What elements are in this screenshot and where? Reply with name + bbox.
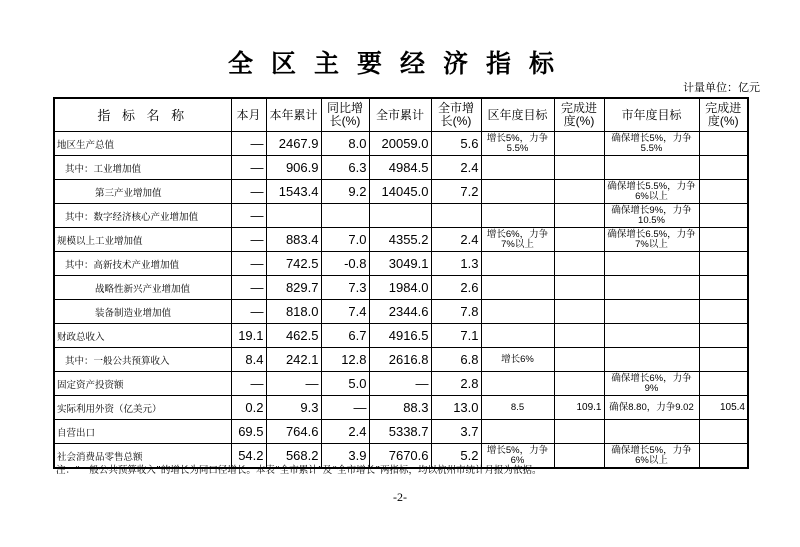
cell-progress bbox=[554, 132, 604, 156]
cell-city-progress: 105.4 bbox=[699, 396, 748, 420]
cell-yoy: 7.4 bbox=[321, 300, 369, 324]
cell-city-target: 确保增长6.5%，力争7%以上 bbox=[604, 228, 699, 252]
cell-district-target bbox=[481, 156, 554, 180]
header-district-target: 区年度目标 bbox=[481, 98, 554, 132]
cell-city-target bbox=[604, 252, 699, 276]
header-progress: 完成进度(%) bbox=[554, 98, 604, 132]
cell-city-progress bbox=[699, 228, 748, 252]
cell-ytd: 9.3 bbox=[266, 396, 321, 420]
cell-progress bbox=[554, 372, 604, 396]
cell-city-target bbox=[604, 420, 699, 444]
cell-city-growth: 7.1 bbox=[431, 324, 481, 348]
cell-district-target: 增长6%，力争7%以上 bbox=[481, 228, 554, 252]
cell-ytd: 906.9 bbox=[266, 156, 321, 180]
cell-city-target: 确保增长6%，力争9% bbox=[604, 372, 699, 396]
cell-city-target: 确保8.80，力争9.02 bbox=[604, 396, 699, 420]
cell-city-growth: 2.4 bbox=[431, 156, 481, 180]
cell-yoy: 12.8 bbox=[321, 348, 369, 372]
cell-progress bbox=[554, 444, 604, 469]
cell-progress bbox=[554, 300, 604, 324]
cell-ytd: 1543.4 bbox=[266, 180, 321, 204]
table-row bbox=[54, 252, 748, 276]
header-row bbox=[54, 98, 748, 132]
cell-city-target: 确保增长9%，力争10.5% bbox=[604, 204, 699, 228]
cell-city-progress bbox=[699, 252, 748, 276]
cell-district-target bbox=[481, 324, 554, 348]
cell-ytd: 883.4 bbox=[266, 228, 321, 252]
cell-yoy: — bbox=[321, 396, 369, 420]
cell-district-target bbox=[481, 180, 554, 204]
cell-name: 规模以上工业增加值 bbox=[54, 228, 231, 252]
cell-district-target bbox=[481, 276, 554, 300]
cell-name: 其中：工业增加值 bbox=[54, 156, 231, 180]
cell-city-progress bbox=[699, 156, 748, 180]
cell-progress bbox=[554, 348, 604, 372]
cell-month: — bbox=[231, 300, 266, 324]
cell-city-progress bbox=[699, 348, 748, 372]
cell-name: 财政总收入 bbox=[54, 324, 231, 348]
cell-city-growth: 5.6 bbox=[431, 132, 481, 156]
cell-month: 8.4 bbox=[231, 348, 266, 372]
cell-name: 固定资产投资额 bbox=[54, 372, 231, 396]
cell-name: 其中：一般公共预算收入 bbox=[54, 348, 231, 372]
cell-city-ytd: 1984.0 bbox=[369, 276, 431, 300]
cell-ytd: 462.5 bbox=[266, 324, 321, 348]
cell-ytd: 742.5 bbox=[266, 252, 321, 276]
cell-district-target bbox=[481, 300, 554, 324]
cell-name: 实际利用外资（亿美元） bbox=[54, 396, 231, 420]
cell-city-growth: 5.2 bbox=[431, 444, 481, 469]
cell-city-progress bbox=[699, 420, 748, 444]
cell-ytd: 818.0 bbox=[266, 300, 321, 324]
cell-city-growth: 7.8 bbox=[431, 300, 481, 324]
cell-city-growth: 13.0 bbox=[431, 396, 481, 420]
cell-city-ytd: 2616.8 bbox=[369, 348, 431, 372]
cell-month: — bbox=[231, 276, 266, 300]
page-number: -2- bbox=[393, 490, 407, 504]
cell-yoy bbox=[321, 204, 369, 228]
header-city-target: 市年度目标 bbox=[604, 98, 699, 132]
cell-yoy: 3.9 bbox=[321, 444, 369, 469]
cell-city-progress bbox=[699, 444, 748, 469]
cell-district-target: 增长5%，力争6% bbox=[481, 444, 554, 469]
cell-city-growth: 7.2 bbox=[431, 180, 481, 204]
cell-ytd: — bbox=[266, 372, 321, 396]
cell-name: 地区生产总值 bbox=[54, 132, 231, 156]
cell-name: 社会消费品零售总额 bbox=[54, 444, 231, 469]
cell-month: — bbox=[231, 372, 266, 396]
cell-city-ytd: — bbox=[369, 372, 431, 396]
cell-city-target: 确保增长5%，力争6%以上 bbox=[604, 444, 699, 469]
cell-progress bbox=[554, 276, 604, 300]
table-row bbox=[54, 204, 748, 228]
table-row bbox=[54, 300, 748, 324]
table-row bbox=[54, 324, 748, 348]
cell-yoy: -0.8 bbox=[321, 252, 369, 276]
cell-progress: 109.1 bbox=[554, 396, 604, 420]
cell-city-target bbox=[604, 300, 699, 324]
cell-name: 第三产业增加值 bbox=[54, 180, 231, 204]
cell-city-growth bbox=[431, 204, 481, 228]
cell-city-ytd: 4355.2 bbox=[369, 228, 431, 252]
cell-city-ytd: 20059.0 bbox=[369, 132, 431, 156]
cell-progress bbox=[554, 228, 604, 252]
table-row bbox=[54, 180, 748, 204]
cell-ytd: 2467.9 bbox=[266, 132, 321, 156]
cell-district-target bbox=[481, 204, 554, 228]
cell-city-ytd: 14045.0 bbox=[369, 180, 431, 204]
table-row bbox=[54, 348, 748, 372]
cell-city-growth: 2.6 bbox=[431, 276, 481, 300]
page-title: 全区主要经济指标 bbox=[227, 49, 572, 78]
table-row bbox=[54, 396, 748, 420]
cell-city-growth: 3.7 bbox=[431, 420, 481, 444]
cell-city-progress bbox=[699, 276, 748, 300]
cell-city-growth: 2.8 bbox=[431, 372, 481, 396]
cell-city-growth: 2.4 bbox=[431, 228, 481, 252]
cell-month: — bbox=[231, 252, 266, 276]
cell-name: 战略性新兴产业增加值 bbox=[54, 276, 231, 300]
cell-ytd: 568.2 bbox=[266, 444, 321, 469]
cell-city-growth: 1.3 bbox=[431, 252, 481, 276]
cell-city-target bbox=[604, 324, 699, 348]
cell-yoy: 8.0 bbox=[321, 132, 369, 156]
cell-city-progress bbox=[699, 132, 748, 156]
table-row bbox=[54, 372, 748, 396]
cell-district-target: 增长5%，力争5.5% bbox=[481, 132, 554, 156]
cell-district-target: 8.5 bbox=[481, 396, 554, 420]
cell-city-ytd: 5338.7 bbox=[369, 420, 431, 444]
cell-ytd: 829.7 bbox=[266, 276, 321, 300]
cell-city-progress bbox=[699, 300, 748, 324]
table-row bbox=[54, 132, 748, 156]
cell-month: — bbox=[231, 204, 266, 228]
cell-district-target: 增长6% bbox=[481, 348, 554, 372]
cell-district-target bbox=[481, 420, 554, 444]
cell-district-target bbox=[481, 372, 554, 396]
cell-city-target: 确保增长5.5%，力争6%以上 bbox=[604, 180, 699, 204]
cell-month: — bbox=[231, 180, 266, 204]
cell-city-ytd: 88.3 bbox=[369, 396, 431, 420]
cell-city-progress bbox=[699, 204, 748, 228]
cell-city-target bbox=[604, 348, 699, 372]
cell-progress bbox=[554, 324, 604, 348]
cell-month: 19.1 bbox=[231, 324, 266, 348]
cell-city-ytd: 3049.1 bbox=[369, 252, 431, 276]
footnote: 注：“一般公共预算收入”的增长为同口径增长。本表“全市累计”及“全市增长”两指标，均以杭州市统计月报为依据。 bbox=[56, 465, 542, 476]
cell-city-progress bbox=[699, 372, 748, 396]
table-row bbox=[54, 228, 748, 252]
cell-progress bbox=[554, 180, 604, 204]
cell-name: 自营出口 bbox=[54, 420, 231, 444]
cell-progress bbox=[554, 420, 604, 444]
cell-month: 54.2 bbox=[231, 444, 266, 469]
cell-city-ytd: 4984.5 bbox=[369, 156, 431, 180]
cell-city-ytd: 7670.6 bbox=[369, 444, 431, 469]
cell-district-target bbox=[481, 252, 554, 276]
cell-progress bbox=[554, 156, 604, 180]
cell-city-target bbox=[604, 276, 699, 300]
cell-month: — bbox=[231, 132, 266, 156]
cell-yoy: 6.7 bbox=[321, 324, 369, 348]
header-city-progress: 完成进度(%) bbox=[699, 98, 748, 132]
cell-month: — bbox=[231, 228, 266, 252]
cell-yoy: 7.3 bbox=[321, 276, 369, 300]
cell-city-ytd: 2344.6 bbox=[369, 300, 431, 324]
table-row bbox=[54, 420, 748, 444]
cell-progress bbox=[554, 204, 604, 228]
cell-name: 装备制造业增加值 bbox=[54, 300, 231, 324]
cell-city-progress bbox=[699, 180, 748, 204]
cell-month: 69.5 bbox=[231, 420, 266, 444]
cell-city-progress bbox=[699, 324, 748, 348]
cell-month: 0.2 bbox=[231, 396, 266, 420]
cell-city-target bbox=[604, 156, 699, 180]
cell-yoy: 7.0 bbox=[321, 228, 369, 252]
cell-city-ytd: 4916.5 bbox=[369, 324, 431, 348]
cell-yoy: 6.3 bbox=[321, 156, 369, 180]
cell-city-growth: 6.8 bbox=[431, 348, 481, 372]
table-row bbox=[54, 156, 748, 180]
unit-label: 计量单位：亿元 bbox=[683, 81, 760, 94]
header-name: 指 标 名 称 bbox=[54, 98, 231, 132]
cell-ytd: 242.1 bbox=[266, 348, 321, 372]
cell-yoy: 9.2 bbox=[321, 180, 369, 204]
header-yoy: 同比增长(%) bbox=[321, 98, 369, 132]
header-ytd: 本年累计 bbox=[266, 98, 321, 132]
table-row bbox=[54, 276, 748, 300]
cell-yoy: 5.0 bbox=[321, 372, 369, 396]
cell-yoy: 2.4 bbox=[321, 420, 369, 444]
cell-name: 其中：数字经济核心产业增加值 bbox=[54, 204, 231, 228]
header-city-ytd: 全市累计 bbox=[369, 98, 431, 132]
cell-city-target: 确保增长5%，力争5.5% bbox=[604, 132, 699, 156]
cell-name: 其中：高新技术产业增加值 bbox=[54, 252, 231, 276]
cell-city-ytd bbox=[369, 204, 431, 228]
cell-ytd: 764.6 bbox=[266, 420, 321, 444]
header-month: 本月 bbox=[231, 98, 266, 132]
indicators-table bbox=[53, 97, 749, 469]
cell-ytd bbox=[266, 204, 321, 228]
cell-progress bbox=[554, 252, 604, 276]
cell-month: — bbox=[231, 156, 266, 180]
header-city-growth: 全市增长(%) bbox=[431, 98, 481, 132]
